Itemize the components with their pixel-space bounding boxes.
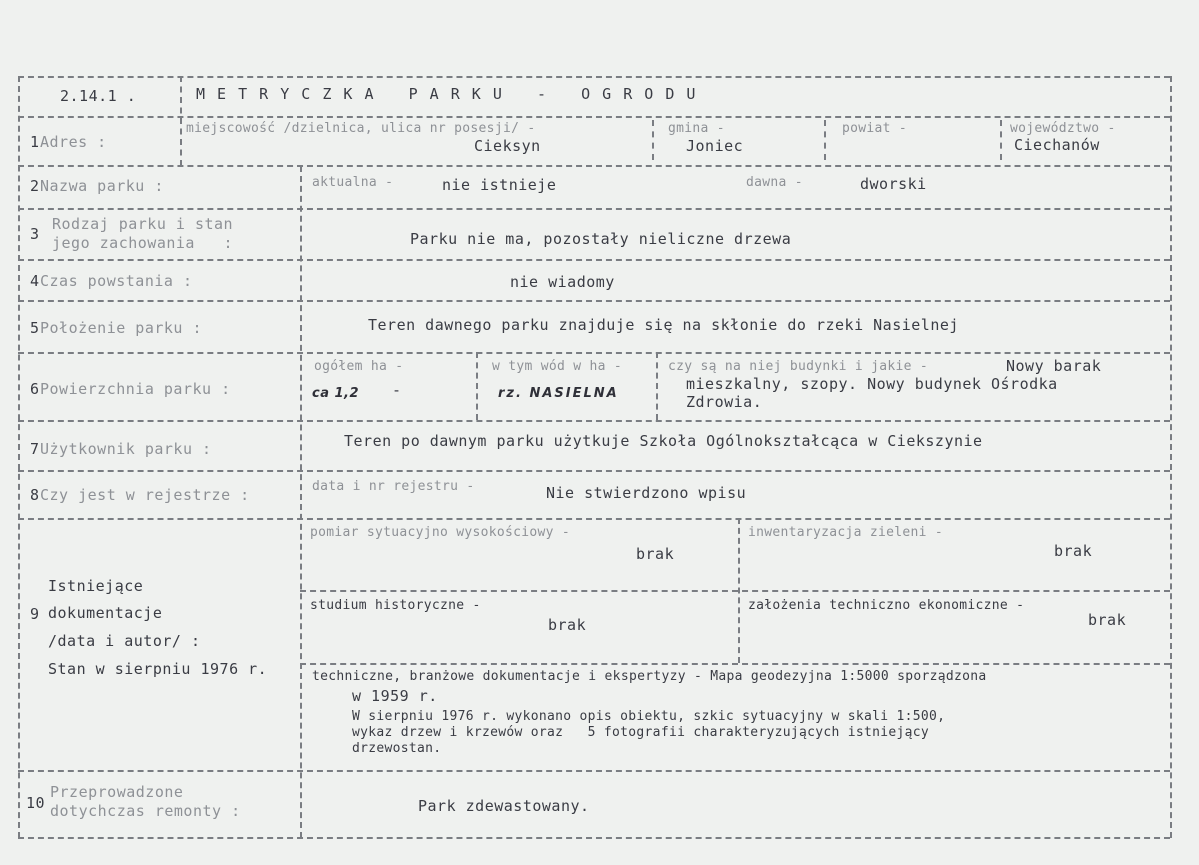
user-value: Teren po dawnym parku użytkuje Szkoła Ogólnokształcąca w Ciekszynie (344, 432, 983, 450)
total-area-dash: - (392, 381, 402, 399)
row-number: 3 (30, 225, 40, 243)
renovations-value: Park zdewastowany. (418, 797, 590, 815)
former-name-value: dworski (860, 175, 927, 193)
gmina-header: gmina - (668, 121, 725, 136)
location-park-value: Teren dawnego parku znajduje się na skłonie do rzeki Nasielnej (368, 316, 959, 334)
col-divider (180, 76, 182, 166)
docs-label-line1: Istniejące (48, 577, 144, 595)
address-label: Adres : (40, 133, 107, 151)
park-type-label-cont: jego zachowania : (52, 234, 234, 252)
row-divider (18, 420, 1170, 422)
park-type-value: Parku nie ma, pozostały nieliczne drzewa (410, 230, 792, 248)
area-label: Powierzchnia parku : (40, 380, 231, 398)
buildings-value-line1: Nowy barak (1006, 357, 1102, 375)
row-divider (18, 352, 1170, 354)
row-divider (18, 165, 1170, 167)
creation-time-label: Czas powstania : (40, 272, 193, 290)
cell-divider (300, 663, 1170, 665)
creation-time-value: nie wiadomy (510, 273, 615, 291)
cell-divider (300, 590, 1170, 592)
row-number: 4 (30, 272, 40, 290)
total-area-header: ogółem ha - (314, 359, 404, 374)
buildings-value-line2: mieszkalny, szopy. Nowy budynek Ośrodka (686, 375, 1058, 393)
row-number: 6 (30, 380, 40, 398)
row-divider (18, 116, 1170, 118)
table-border-left (18, 76, 20, 838)
row-divider (18, 470, 1170, 472)
location-value: Cieksyn (474, 137, 541, 155)
tech-econ-value: brak (1088, 611, 1127, 629)
powiat-header: powiat - (842, 121, 908, 136)
row-number: 8 (30, 486, 40, 504)
buildings-value-line3: Zdrowia. (686, 393, 763, 411)
current-name-value: nie istnieje (442, 176, 557, 194)
row-number: 1 (30, 133, 40, 151)
cell-divider (824, 120, 826, 160)
form-code: 2.14.1 . (60, 87, 137, 105)
water-area-header: w tym wód w ha - (492, 359, 623, 374)
cell-divider (1000, 120, 1002, 160)
wojewodztwo-header: województwo - (1010, 121, 1116, 136)
row-divider (18, 518, 1170, 520)
greenery-value: brak (1054, 542, 1093, 560)
renovations-label: Przeprowadzone (50, 783, 184, 801)
row-divider (18, 300, 1170, 302)
col-divider (656, 352, 658, 420)
docs-label-line2: dokumentacje (48, 604, 163, 622)
technical-docs-line1: techniczne, branżowe dokumentacje i ekspertyzy - Mapa geodezyjna 1:5000 sporządzona (312, 669, 987, 684)
row-number: 9 (30, 605, 40, 623)
docs-label-line3: /data i autor/ : (48, 632, 201, 650)
row-number: 5 (30, 319, 40, 337)
row-number: 10 (26, 794, 46, 812)
form-title: M E T R Y C Z K A P A R K U - O G R O D U (196, 85, 696, 103)
user-label: Użytkownik parku : (40, 440, 212, 458)
wojewodztwo-value: Ciechanów (1014, 136, 1100, 154)
table-border-top (18, 76, 1170, 78)
technical-docs-line2: w 1959 r. (352, 687, 438, 705)
greenery-header: inwentaryzacja zieleni - (748, 525, 944, 540)
row-divider (18, 259, 1170, 261)
row-number: 7 (30, 440, 40, 458)
gmina-value: Joniec (686, 137, 744, 155)
survey-value: brak (636, 545, 675, 563)
register-header: data i nr rejestru - (312, 479, 475, 494)
current-name-header: aktualna - (312, 175, 394, 190)
park-type-label: Rodzaj parku i stan (52, 215, 234, 233)
table-border-bottom (18, 837, 1170, 839)
row-divider (18, 770, 1170, 772)
row-number: 2 (30, 177, 40, 195)
history-value: brak (548, 616, 587, 634)
buildings-header: czy są na niej budynki i jakie - (668, 359, 929, 374)
docs-label-line4: Stan w sierpniu 1976 r. (48, 660, 268, 678)
col-divider (476, 352, 478, 420)
renovations-label-cont: dotychczas remonty : (50, 802, 241, 820)
former-name-header: dawna - (746, 175, 803, 190)
technical-docs-line5: drzewostan. (352, 741, 442, 756)
register-value: Nie stwierdzono wpisu (546, 484, 747, 502)
park-name-label: Nazwa parku : (40, 177, 164, 195)
technical-docs-line4: wykaz drzew i krzewów oraz 5 fotografii charakteryzujących istniejący (352, 725, 929, 740)
col-divider (300, 166, 302, 838)
row-divider (18, 208, 1170, 210)
water-area-value: rz. NASIELNA (498, 386, 619, 401)
location-park-label: Położenie parku : (40, 319, 203, 337)
col-divider (738, 518, 740, 663)
table-border-right (1170, 76, 1172, 838)
cell-divider (652, 120, 654, 160)
tech-econ-header: założenia techniczno ekonomiczne - (748, 598, 1025, 613)
location-header: miejscowość /dzielnica, ulica nr posesji/ - (186, 121, 536, 136)
history-header: studium historyczne - (310, 598, 481, 613)
technical-docs-line3: W sierpniu 1976 r. wykonano opis obiektu, szkic sytuacyjny w skali 1:500, (352, 709, 946, 724)
register-label: Czy jest w rejestrze : (40, 486, 250, 504)
total-area-value: ca 1,2 (312, 386, 360, 401)
survey-header: pomiar sytuacyjno wysokościowy - (310, 525, 571, 540)
